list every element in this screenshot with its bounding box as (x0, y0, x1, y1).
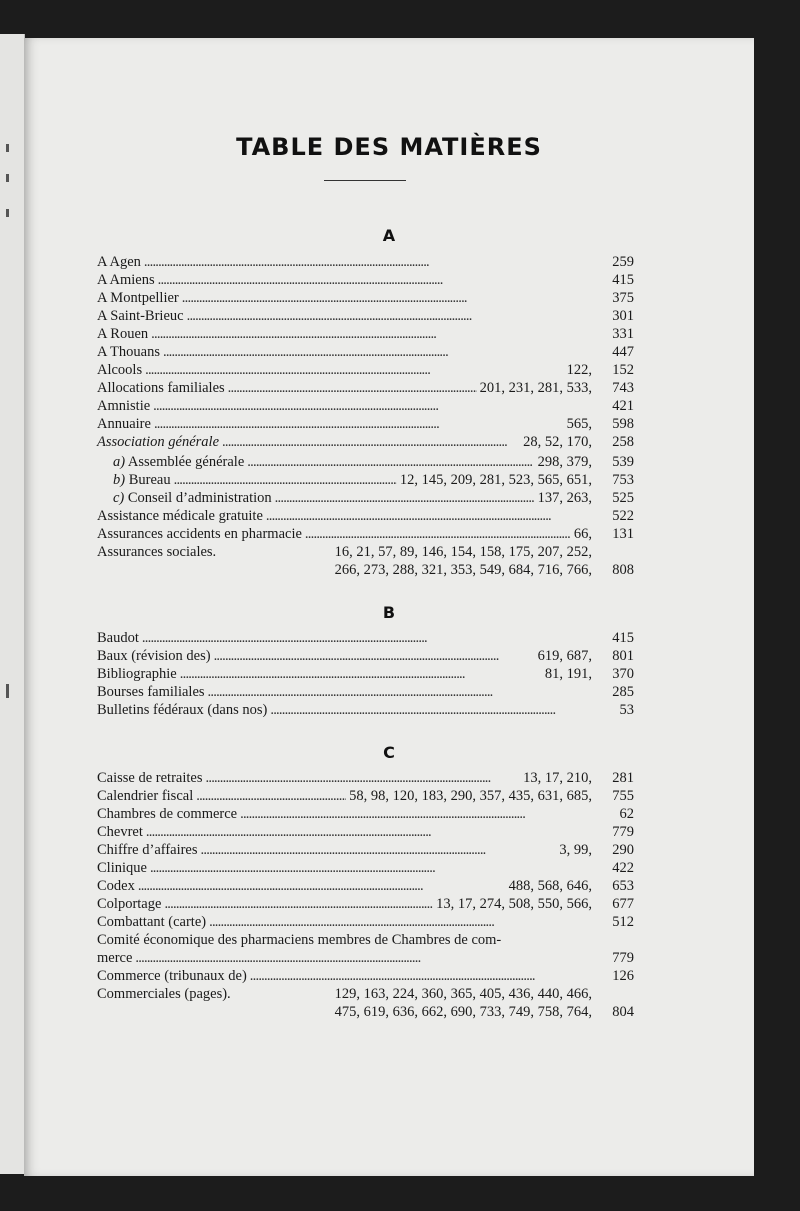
index-entry (97, 253, 634, 271)
index-entry (97, 701, 634, 719)
subentry-text: Bureau (128, 472, 171, 488)
subentry-mark: a) (113, 454, 126, 470)
entry-last-page: 62 (619, 806, 634, 822)
entry-last-page: 753 (612, 472, 634, 488)
entry-last-page: 152 (612, 362, 634, 378)
entry-pages: 565, (566, 416, 592, 432)
index-entry (97, 665, 634, 683)
leader-dots (153, 397, 589, 415)
entry-pages: 619, 687, (537, 648, 592, 664)
leader-dots (151, 325, 589, 343)
entry-label: A Saint-Brieuc (97, 308, 184, 324)
section-letter-a: A (382, 226, 396, 245)
entry-last-page: 53 (619, 702, 634, 718)
entry-label: Allocations familiales (97, 380, 225, 396)
leader-dots (164, 895, 433, 913)
index-section-c (97, 769, 634, 1021)
leader-dots (145, 361, 564, 379)
index-entry (97, 525, 634, 543)
entry-pages: 122, (566, 362, 592, 378)
entry-label: Amnistie (97, 398, 151, 414)
index-subentry (97, 453, 634, 471)
leader-dots (146, 823, 589, 841)
entry-label: Bulletins fédéraux (dans nos) (97, 702, 268, 718)
index-entry (97, 859, 634, 877)
leader-dots (240, 805, 589, 823)
facing-page-mark (6, 174, 9, 182)
index-section-a (97, 253, 634, 579)
index-entry (97, 823, 634, 841)
subentry-mark: b) (113, 472, 126, 488)
subentry-label (113, 471, 171, 489)
entry-last-page: 415 (612, 630, 634, 646)
entry-pages: 12, 145, 209, 281, 523, 565, 651, (399, 472, 592, 488)
entry-pages: 28, 52, 170, (523, 434, 592, 450)
entry-last-page: 804 (612, 1004, 634, 1020)
entry-label: Combattant (carte) (97, 914, 207, 930)
entry-pages: 201, 231, 281, 533, (479, 380, 592, 396)
index-entry (97, 769, 634, 787)
entry-label: Association générale (97, 434, 220, 450)
entry-label: Assurances sociales. (97, 544, 217, 560)
entry-pages: 488, 568, 646, (508, 878, 592, 894)
index-section-b (97, 629, 634, 719)
entry-last-page: 743 (612, 380, 634, 396)
index-entry (97, 433, 634, 451)
subentry-text: Conseil d’administration (127, 490, 272, 506)
leader-dots (196, 787, 346, 805)
index-entry-continuation (97, 1003, 634, 1021)
index-entry (97, 985, 634, 1003)
leader-dots (250, 967, 589, 985)
entry-last-page: 801 (612, 648, 634, 664)
index-subentry (97, 471, 634, 489)
entry-last-page: 779 (612, 824, 634, 840)
leader-dots (163, 343, 589, 361)
entry-label: Chiffre d’affaires (97, 842, 198, 858)
entry-last-page: 421 (612, 398, 634, 414)
entry-last-page: 301 (612, 308, 634, 324)
entry-last-page: 447 (612, 344, 634, 360)
index-entry (97, 683, 634, 701)
index-entry (97, 507, 634, 525)
leader-dots (201, 841, 557, 859)
entry-label: Commerce (tribunaux de) (97, 968, 247, 984)
leader-dots (150, 859, 589, 877)
leader-dots (154, 415, 564, 433)
entry-last-page: 281 (612, 770, 634, 786)
leader-dots (187, 307, 589, 325)
entry-last-page: 755 (612, 788, 634, 804)
entry-label: Commerciales (pages). (97, 986, 231, 1002)
entry-label: Baux (révision des) (97, 648, 211, 664)
entry-label: A Agen (97, 254, 141, 270)
entry-label: Chevret (97, 824, 143, 840)
entry-label: Baudot (97, 630, 139, 646)
leader-dots (135, 949, 589, 967)
index-entry (97, 325, 634, 343)
leader-dots (138, 877, 506, 895)
index-entry (97, 931, 634, 949)
entry-pages: 137, 263, (537, 490, 592, 506)
index-entry (97, 647, 634, 665)
leader-dots (208, 683, 589, 701)
page-title: TABLE DES MATIÈRES (236, 133, 542, 161)
entry-pages: 298, 379, (537, 454, 592, 470)
entry-label: A Amiens (97, 272, 155, 288)
subentry-mark: c) (113, 490, 125, 506)
leader-dots (222, 433, 520, 451)
subentry-text: Assemblée générale (127, 454, 245, 470)
entry-last-page: 285 (612, 684, 634, 700)
entry-pages: 266, 273, 288, 321, 353, 549, 684, 716, 766, (334, 562, 592, 578)
index-entry-continuation (97, 561, 634, 579)
entry-label: Clinique (97, 860, 147, 876)
section-letter-b: B (382, 603, 396, 622)
entry-last-page: 525 (612, 490, 634, 506)
entry-label: Assistance médicale gratuite (97, 508, 263, 524)
entry-last-page: 259 (612, 254, 634, 270)
entry-label: Chambres de commerce (97, 806, 238, 822)
section-letter-c: C (383, 743, 395, 762)
index-entry (97, 361, 634, 379)
entry-last-page: 598 (612, 416, 634, 432)
index-subentry (97, 489, 634, 507)
leader-dots (180, 665, 542, 683)
index-entry (97, 629, 634, 647)
entry-last-page: 677 (612, 896, 634, 912)
index-entry (97, 895, 634, 913)
entry-last-page: 653 (612, 878, 634, 894)
entry-pages: 13, 17, 210, (523, 770, 592, 786)
entry-label: merce (97, 950, 133, 966)
leader-dots (142, 629, 589, 647)
leader-dots (228, 379, 477, 397)
index-entry (97, 307, 634, 325)
subentry-label (113, 453, 244, 471)
entry-label: Bibliographie (97, 666, 177, 682)
leader-dots (206, 769, 521, 787)
facing-page-edge (0, 34, 25, 1174)
index-entry (97, 343, 634, 361)
entry-last-page: 522 (612, 508, 634, 524)
index-entry (97, 913, 634, 931)
entry-pages: 16, 21, 57, 89, 146, 154, 158, 175, 207, 252, (334, 544, 592, 560)
entry-last-page: 370 (612, 666, 634, 682)
entry-label: Bourses familiales (97, 684, 205, 700)
facing-page-mark (6, 209, 9, 217)
entry-label: A Montpellier (97, 290, 179, 306)
entry-label: A Thouans (97, 344, 160, 360)
entry-pages: 81, 191, (544, 666, 592, 682)
entry-last-page: 290 (612, 842, 634, 858)
entry-last-page: 512 (612, 914, 634, 930)
entry-last-page: 422 (612, 860, 634, 876)
subentry-label (113, 489, 272, 507)
index-entry (97, 543, 634, 561)
entry-last-page: 126 (612, 968, 634, 984)
title-rule (324, 180, 406, 181)
index-entry (97, 967, 634, 985)
index-entry (97, 787, 634, 805)
index-entry (97, 415, 634, 433)
entry-label: Calendrier fiscal (97, 788, 194, 804)
entry-pages: 66, (573, 526, 592, 542)
entry-last-page: 808 (612, 562, 634, 578)
entry-last-page: 415 (612, 272, 634, 288)
entry-label: Alcools (97, 362, 143, 378)
entry-last-page: 331 (612, 326, 634, 342)
facing-page-mark (6, 684, 9, 698)
entry-label: Colportage (97, 896, 162, 912)
index-entry (97, 877, 634, 895)
entry-pages: 13, 17, 274, 508, 550, 566, (436, 896, 592, 912)
index-entry (97, 805, 634, 823)
entry-label: A Rouen (97, 326, 149, 342)
leader-dots (182, 289, 589, 307)
index-entry-continuation (97, 949, 634, 967)
entry-label: Assurances accidents en pharmacie (97, 526, 302, 542)
entry-last-page: 779 (612, 950, 634, 966)
leader-dots (266, 507, 589, 525)
entry-label: Comité économique des pharmaciens membres de Chambres de com- (97, 932, 502, 948)
index-entry (97, 397, 634, 415)
entry-last-page: 258 (612, 434, 634, 450)
leader-dots (275, 489, 535, 507)
index-entry (97, 271, 634, 289)
entry-pages: 129, 163, 224, 360, 365, 405, 436, 440, 466, (334, 986, 592, 1002)
leader-dots (174, 471, 397, 489)
entry-pages: 58, 98, 120, 183, 290, 357, 435, 631, 685, (349, 788, 592, 804)
leader-dots (305, 525, 571, 543)
entry-last-page: 375 (612, 290, 634, 306)
leader-dots (158, 271, 589, 289)
entry-last-page: 131 (612, 526, 634, 542)
index-entry (97, 289, 634, 307)
index-entry (97, 379, 634, 397)
entry-label: Codex (97, 878, 135, 894)
entry-pages: 475, 619, 636, 662, 690, 733, 749, 758, 764, (334, 1004, 592, 1020)
leader-dots (247, 453, 534, 471)
index-entry (97, 841, 634, 859)
leader-dots (144, 253, 589, 271)
entry-label: Annuaire (97, 416, 151, 432)
leader-dots (214, 647, 535, 665)
entry-label: Caisse de retraites (97, 770, 203, 786)
entry-pages: 3, 99, (559, 842, 592, 858)
leader-dots (270, 701, 589, 719)
document-page (24, 38, 754, 1176)
facing-page-mark (6, 144, 9, 152)
entry-last-page: 539 (612, 454, 634, 470)
leader-dots (209, 913, 589, 931)
